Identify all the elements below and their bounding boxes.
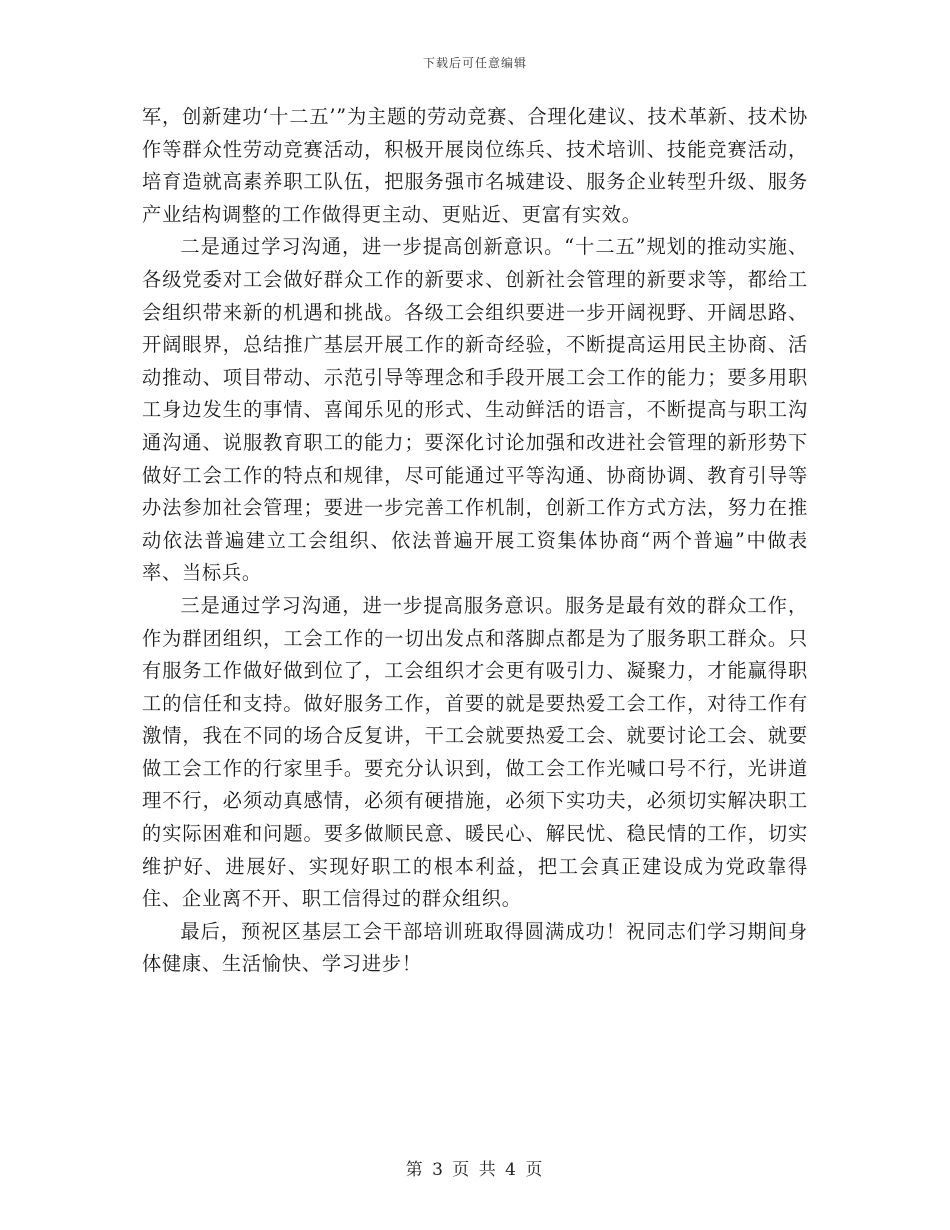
paragraph-continuation: 军，创新建功‘十二五’”为主题的劳动竞赛、合理化建议、技术革新、技术协作等群众性劳动竞赛活动，积极开展岗位练兵、技术培训、技能竞赛活动，培育造就高素养职工队伍，把服务强市名城建设、服务企业转型升级、服务产业结构调整的工作做得更主动、更贴近、更富有实效。 [142, 105, 808, 226]
paragraph-innovation: 二是通过学习沟通，进一步提高创新意识。“十二五”规划的推动实施、各级党委对工会做好群众工作的新要求、创新社会管理的新要求等，都给工会组织带来新的机遇和挑战。各级工会组织要进一步开阔视野、开阔思路、开阔眼界，总结推广基层开展工作的新奇经验，不断提高运用民主协商、活动推动、项目带动、示范引导等理念和手段开展工会工作的能力；要多用职工身边发生的事情、喜闻乐见的形式、生动鲜活的语言，不断提高与职工沟通沟通、说服教育职工的能力；要深化讨论加强和改进社会管理的新形势下做好工会工作的特点和规律，尽可能通过平等沟通、协商协调、教育引导等办法参加社会管理；要进一步完善工作机制，创新工作方式方法，努力在推动依法普遍建立工会组织、依法普遍开展工资集体协商“两个普遍”中做表率、当标兵。 [142, 235, 808, 585]
page-header-note: 下载后可任意编辑 [422, 56, 527, 70]
document-body [142, 101, 808, 981]
paragraph-closing: 最后，预祝区基层工会干部培训班取得圆满成功！祝同志们学习期间身体健康、生活愉快、学习进步！ [142, 919, 808, 976]
page-number: 第 3 页 共 4 页 [405, 1160, 545, 1180]
paragraph-service: 三是通过学习沟通，进一步提高服务意识。服务是最有效的群众工作，作为群团组织，工会工作的一切出发点和落脚点都是为了服务职工群众。只有服务工作做好做到位了，工会组织才会更有吸引力、凝聚力，才能赢得职工的信任和支持。做好服务工作，首要的就是要热爱工会工作，对待工作有激情，我在不同的场合反复讲，干工会就要热爱工会、就要讨论工会、就要做工会工作的行家里手。要充分认识到，做工会工作光喊口号不行，光讲道理不行，必须动真感情，必须有硬措施，必须下实功夫，必须切实解决职工的实际困难和问题。要多做顺民意、暖民心、解民忧、稳民情的工作，切实维护好、进展好、实现好职工的根本利益，把工会真正建设成为党政靠得住、企业离不开、职工信得过的群众组织。 [142, 593, 808, 911]
